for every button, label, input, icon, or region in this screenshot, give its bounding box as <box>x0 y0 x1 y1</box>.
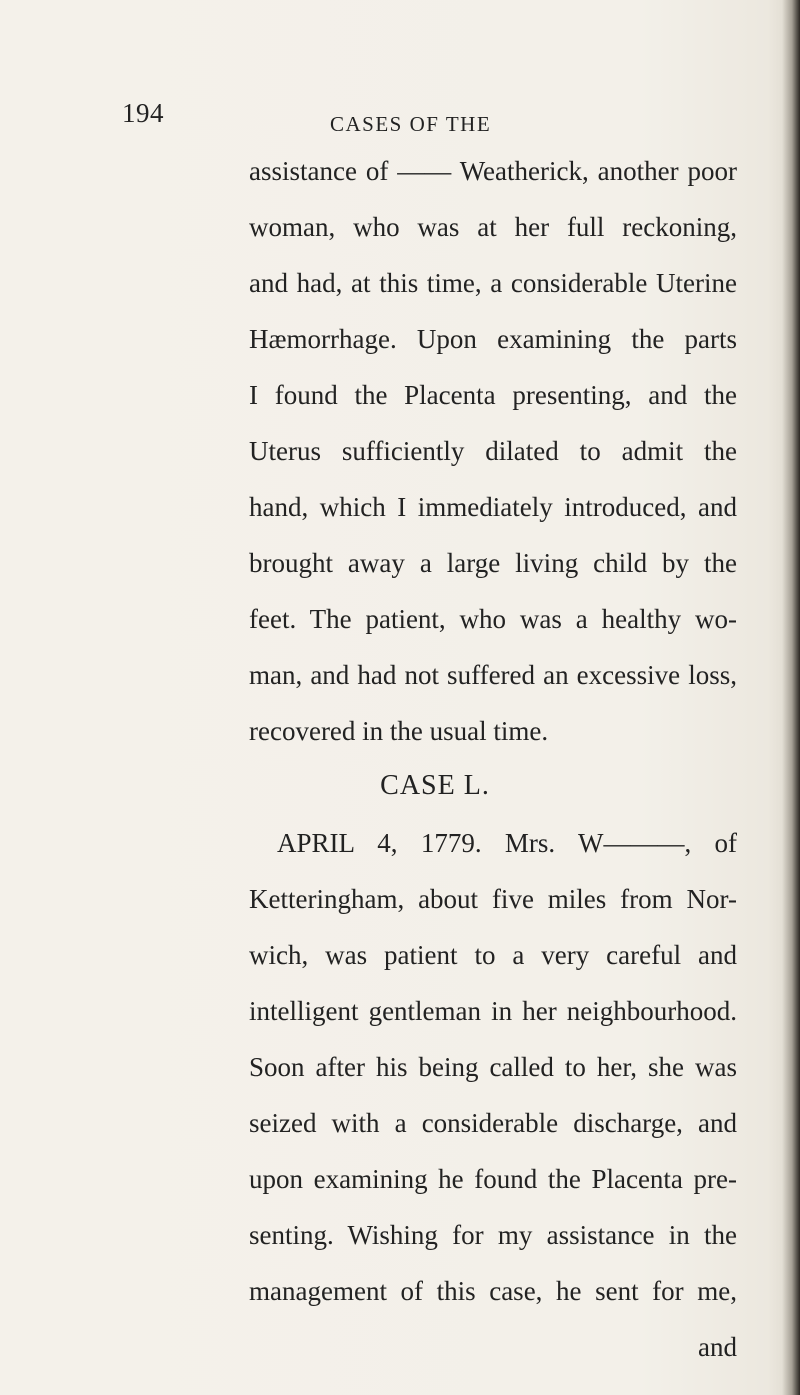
text-line: management of this case, he sent for me, <box>249 1276 737 1306</box>
text-line: APRIL 4, 1779. Mrs. W———, of <box>277 828 737 858</box>
case-heading-text: CASE L. <box>380 770 490 801</box>
text-line: I found the Placenta presenting, and the <box>249 380 737 410</box>
case-heading <box>0 770 800 802</box>
page-number: 194 <box>122 98 164 128</box>
text-line: wich, was patient to a very careful and <box>249 940 737 970</box>
running-head: CASES OF THE <box>330 112 492 136</box>
page-header <box>0 98 800 138</box>
text-line: senting. Wishing for my assistance in the <box>249 1220 737 1250</box>
text-line: and had, at this time, a considerable Uterine <box>249 268 737 298</box>
text-line: upon examining he found the Placenta pre- <box>249 1164 737 1194</box>
page-edge-shadow <box>782 0 800 1395</box>
text-line: seized with a considerable discharge, and <box>249 1108 737 1138</box>
text-line: Uterus sufficiently dilated to admit the <box>249 436 737 466</box>
text-line: recovered in the usual time. <box>249 716 549 746</box>
catchword: and <box>698 1332 737 1362</box>
text-line: intelligent gentleman in her neighbourhood. <box>249 996 737 1026</box>
text-line: man, and had not suffered an excessive loss, <box>249 660 737 690</box>
text-line: assistance of —— Weatherick, another poor <box>249 156 737 186</box>
text-line: hand, which I immediately introduced, and <box>249 492 737 522</box>
text-line: Ketteringham, about five miles from Nor- <box>249 884 737 914</box>
text-line: brought away a large living child by the <box>249 548 737 578</box>
text-line: feet. The patient, who was a healthy wo- <box>249 604 737 634</box>
text-line: Soon after his being called to her, she was <box>249 1052 737 1082</box>
text-line: Hæmorrhage. Upon examining the parts <box>249 324 737 354</box>
text-line: woman, who was at her full reckoning, <box>249 212 737 242</box>
